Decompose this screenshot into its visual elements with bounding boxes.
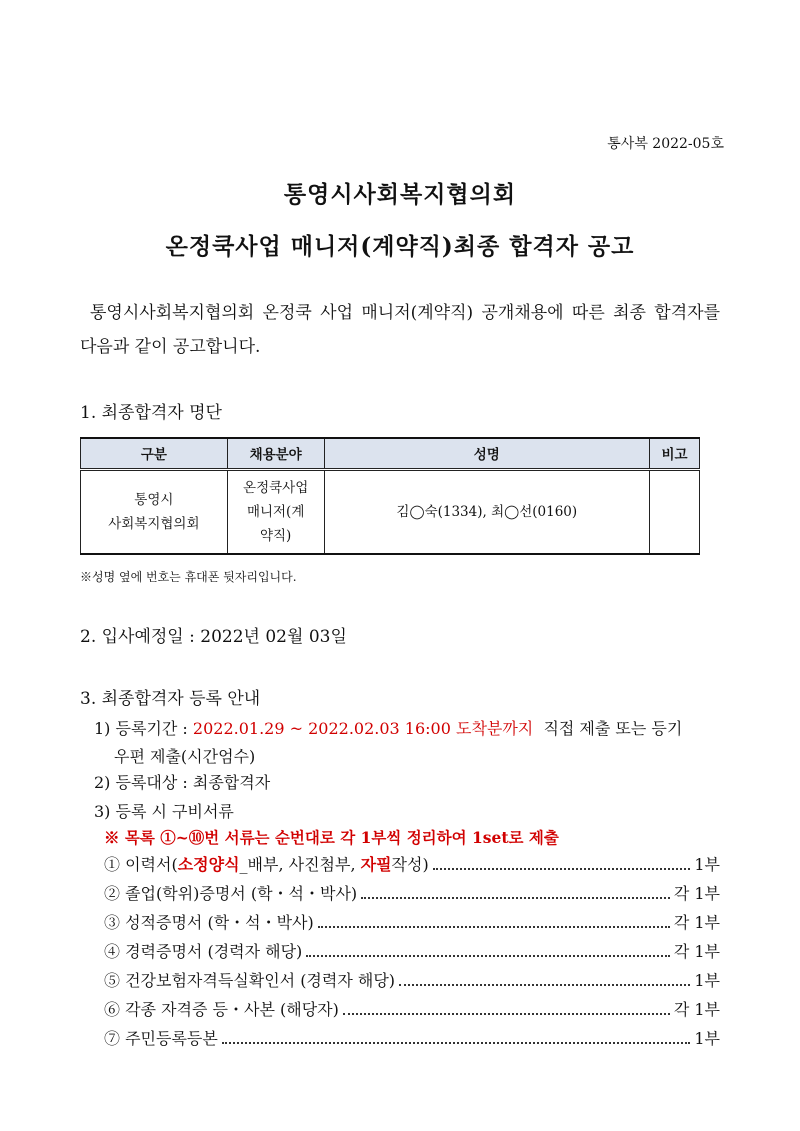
period-continuation: 우편 제출(시간엄수) (114, 747, 256, 766)
leader-dots (361, 897, 670, 899)
final-candidates-table (80, 437, 700, 555)
document-label: ⑥ 각종 자격증 등・사본 (해당자) (104, 1000, 339, 1019)
header-remark: 비고 (650, 438, 700, 469)
cell-field (227, 469, 324, 554)
document-quantity: 각 1부 (673, 1000, 720, 1019)
field-line1: 온정쿡사업 (243, 479, 309, 496)
required-docs-note: ※ 목록 ①~⑩번 서류는 순번대로 각 1부씩 정리하여 1set로 제출 (104, 828, 559, 847)
list-item (104, 910, 720, 939)
doc1-part-a: ① 이력서( (104, 855, 178, 874)
document-label: ⑤ 건강보험자격득실확인서 (경력자 해당) (104, 971, 396, 990)
division-line2: 사회복지협의회 (108, 515, 200, 532)
header-division: 구분 (81, 438, 228, 469)
period-value: 2022.01.29 ~ 2022.02.03 16:00 도착분까지 (192, 719, 534, 738)
document-quantity: 각 1부 (673, 913, 720, 932)
document-quantity: 각 1부 (673, 942, 720, 961)
leader-dots (318, 926, 670, 928)
leader-dots (343, 1013, 670, 1015)
list-item (104, 1026, 720, 1055)
document-quantity: 1부 (694, 971, 720, 990)
cell-names: 김◯숙(1334), 최◯선(0160) (324, 469, 649, 554)
document-label (104, 852, 429, 875)
section-heading-3: 3. 최종합격자 등록 안내 (80, 689, 261, 709)
required-docs-header: 3) 등록 시 구비서류 (94, 802, 234, 821)
intro-paragraph: 통영시사회복지협의회 온정쿡 사업 매니저(계약직) 공개채용에 따른 최종 합격자를 다음과 같이 공고합니다. (80, 303, 720, 357)
table-note: ※성명 옆에 번호는 휴대폰 뒷자리입니다. (80, 570, 297, 584)
section-heading-1: 1. 최종합격자 명단 (80, 403, 222, 423)
period-label: 1) 등록기간 : (94, 719, 193, 738)
header-name: 성명 (324, 438, 649, 469)
document-quantity: 각 1부 (673, 884, 720, 903)
doc1-red-text-2: 자필 (360, 855, 392, 874)
division-line1: 통영시 (134, 491, 174, 508)
document-quantity: 1부 (694, 1029, 720, 1048)
field-line2: 매니저(계 (246, 503, 305, 520)
period-rest: 직접 제출 또는 등기 (533, 719, 683, 738)
required-documents-list (104, 852, 720, 1055)
section-heading-2: 2. 입사예정일 : 2022년 02월 03일 (80, 627, 347, 647)
leader-dots (306, 955, 670, 957)
doc1-part-b: _배부, 사진첨부, (239, 855, 361, 874)
document-label: ④ 경력증명서 (경력자 해당) (104, 942, 303, 961)
leader-dots (222, 1042, 691, 1044)
table-row (81, 469, 700, 554)
title-organization: 통영시사회복지협의회 (283, 181, 517, 208)
list-item (104, 939, 720, 968)
registration-target: 2) 등록대상 : 최종합격자 (94, 773, 271, 792)
header-field: 채용분야 (227, 438, 324, 469)
document-label: ② 졸업(학위)증명서 (학・석・박사) (104, 884, 358, 903)
cell-remark (650, 469, 700, 554)
list-item (104, 852, 720, 881)
doc1-part-c: 작성) (391, 855, 429, 874)
document-number: 통사복 2022-05호 (607, 136, 724, 152)
document-quantity: 1부 (694, 855, 720, 874)
doc1-red-text-1: 소정양식 (177, 855, 240, 874)
title-announcement: 온정쿡사업 매니저(계약직)최종 합격자 공고 (165, 233, 635, 260)
list-item (104, 997, 720, 1026)
list-item (104, 968, 720, 997)
document-label: ③ 성적증명서 (학・석・박사) (104, 913, 314, 932)
list-item (104, 881, 720, 910)
field-line3: 약직) (259, 527, 292, 544)
registration-period (94, 715, 724, 771)
cell-division (81, 469, 228, 554)
document-label: ⑦ 주민등록등본 (104, 1029, 218, 1048)
leader-dots (399, 984, 690, 986)
leader-dots (433, 868, 691, 870)
table-header-row (81, 438, 700, 469)
